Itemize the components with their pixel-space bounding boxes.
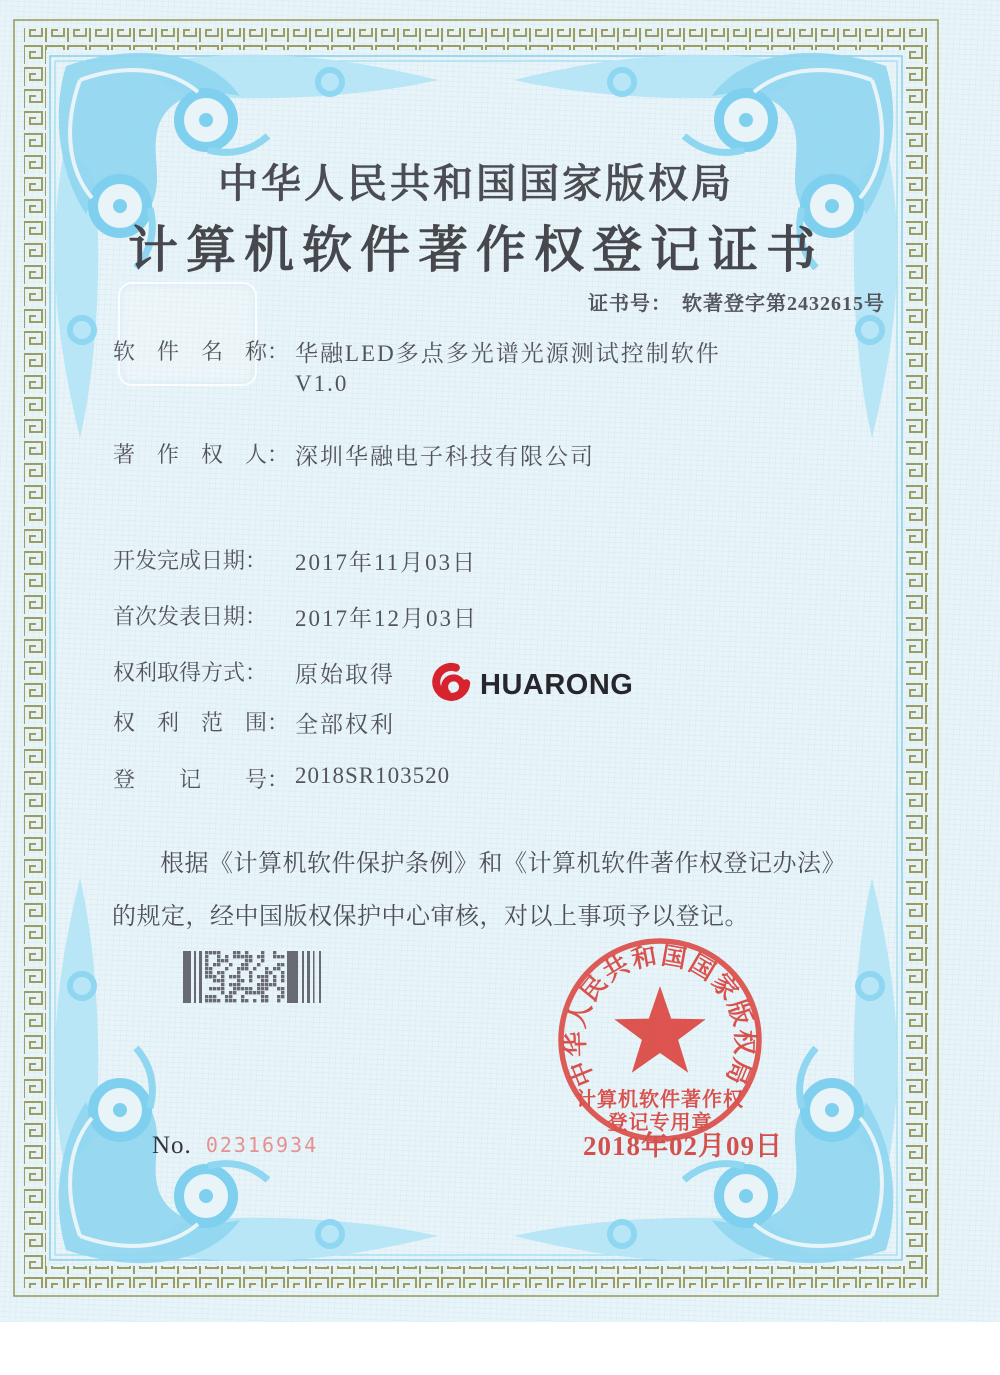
first-publish-date-label: 首次发表日期：	[113, 604, 268, 629]
certificate-title: 计算机软件著作权登记证书	[128, 222, 824, 278]
registration-statement: 根据《计算机软件保护条例》和《计算机软件著作权登记办法》的规定，经中国版权保护中心审核，对以上事项予以登记。	[112, 851, 846, 930]
certificate-number-label: 证书号：	[588, 293, 672, 315]
registration-no-label: 登 记 号：	[113, 767, 290, 792]
seal-line2: 登记专用章	[607, 1112, 713, 1134]
seal-date: 2018年02月09日	[583, 1131, 783, 1161]
huarong-logo-text: HUARONG	[480, 668, 634, 701]
field-rights-acquisition	[113, 656, 395, 687]
copyright-owner-value: 深圳华融电子科技有限公司	[295, 444, 595, 469]
serial-label: No.	[152, 1132, 192, 1159]
software-name-value: 华融LED多点多光谱光源测试控制软件	[295, 341, 721, 366]
certificate-number-value: 软著登字第2432615号	[682, 293, 885, 315]
serial-number: 02316934	[205, 1133, 319, 1157]
field-first-publish-date	[113, 600, 478, 631]
authority-title: 中华人民共和国国家版权局	[218, 161, 734, 206]
official-seal	[548, 928, 772, 1152]
field-software-name	[113, 335, 721, 366]
field-dev-complete-date	[113, 544, 478, 575]
rights-scope-value: 全部权利	[295, 712, 395, 737]
field-copyright-owner	[113, 438, 595, 469]
huarong-logo	[428, 662, 633, 708]
embossed-watermark	[118, 282, 257, 386]
seal-line1: 计算机软件著作权	[576, 1089, 744, 1111]
software-name-label: 软 件 名 称：	[113, 339, 290, 364]
field-registration-no	[113, 763, 451, 794]
serial	[152, 1132, 318, 1160]
seal-star-icon	[614, 986, 705, 1073]
certificate-number	[588, 287, 885, 316]
barcode	[183, 951, 325, 1003]
dev-complete-date-value: 2017年11月03日	[295, 550, 478, 575]
huarong-logo-icon	[428, 662, 474, 708]
rights-acquisition-value: 原始取得	[295, 662, 395, 687]
rights-acquisition-label: 权利取得方式：	[113, 660, 268, 685]
rights-scope-label: 权 利 范 围：	[113, 710, 290, 735]
copyright-owner-label: 著 作 权 人：	[113, 442, 290, 467]
dev-complete-date-label: 开发完成日期：	[113, 548, 268, 573]
scan-edge	[0, 1322, 1000, 1375]
software-version-value: V1.0	[295, 371, 349, 396]
seal-ring-text: 中华人民共和国国家版权局	[562, 942, 758, 1090]
field-rights-scope	[113, 706, 395, 737]
registration-no-value: 2018SR103520	[295, 763, 451, 788]
first-publish-date-value: 2017年12月03日	[295, 606, 478, 631]
